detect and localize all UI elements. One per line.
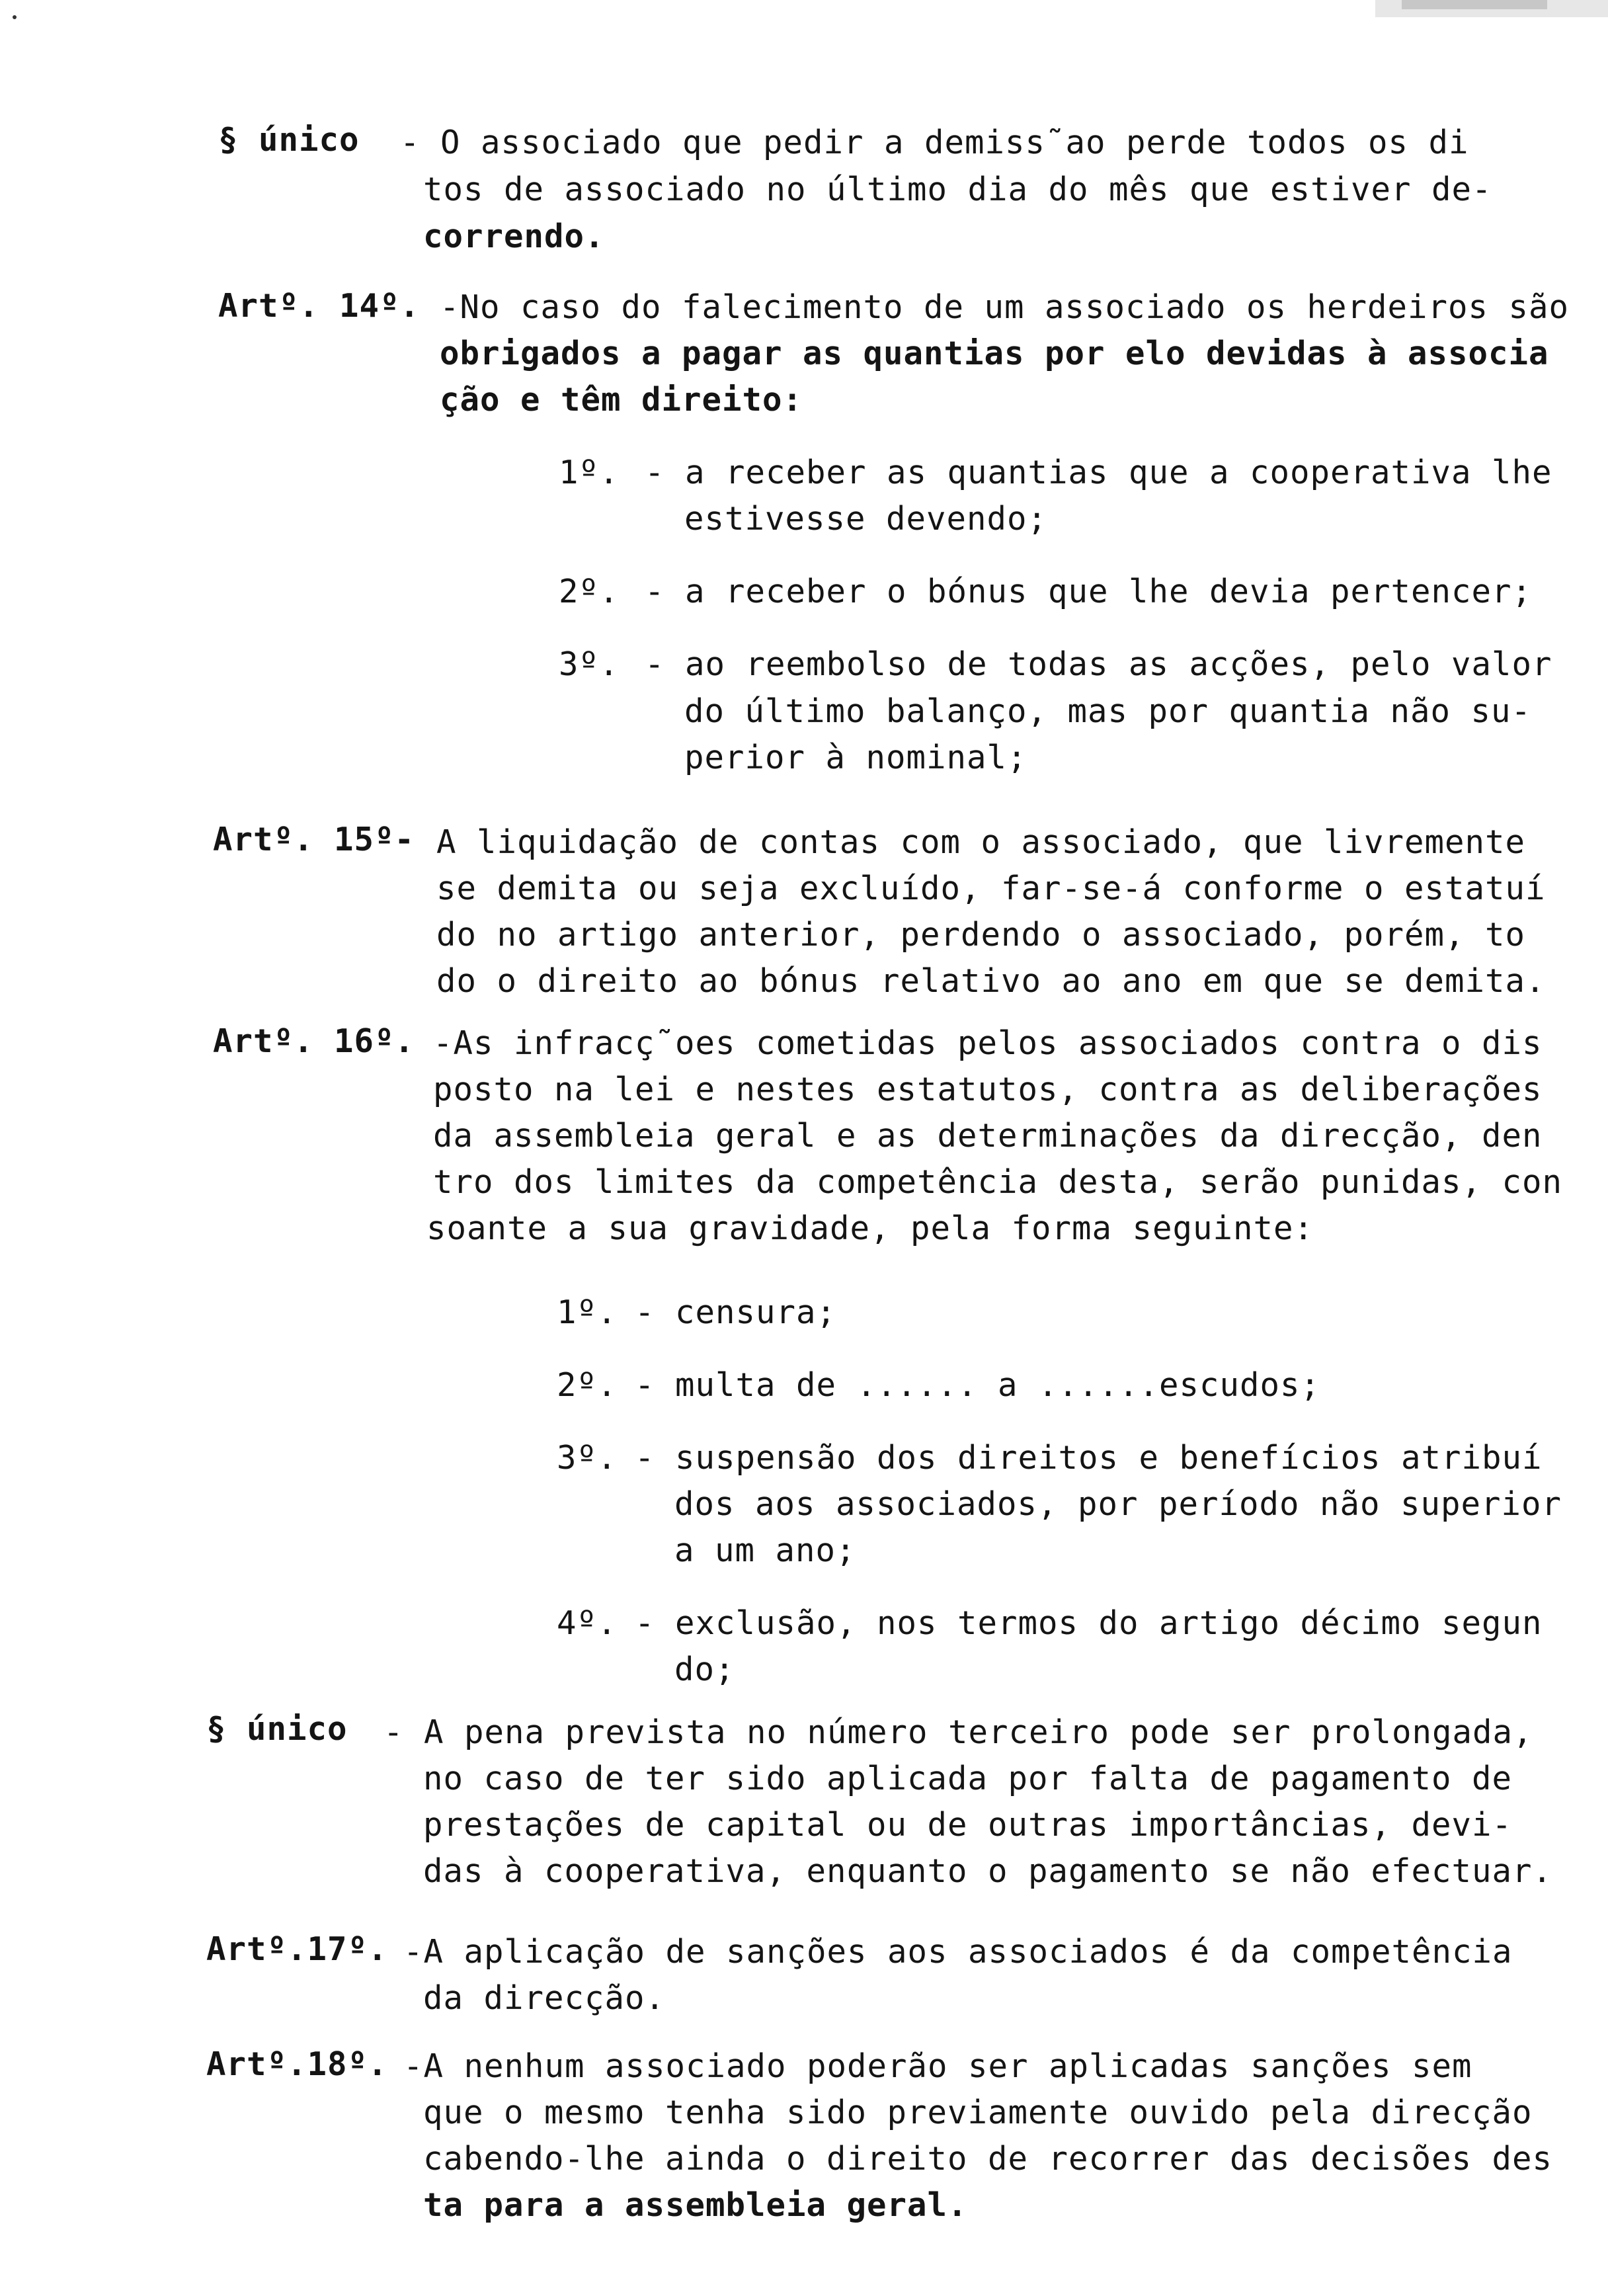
item-line: - ao reembolso de todas as acções, pelo valor [645, 645, 1552, 683]
item-line: - censura; [635, 1293, 837, 1331]
text-line: das à cooperativa, enquanto o pagamento se não efectuar. [423, 1852, 1553, 1890]
item-line: estivesse devendo; [684, 500, 1048, 538]
item-number: 1º. [559, 454, 620, 491]
section-head: Artº. 15º- [213, 821, 415, 858]
text-line: tos de associado no último dia do mês que estiver de- [423, 171, 1492, 208]
item-number: 4º. [557, 1604, 618, 1642]
item-number: 3º. [557, 1439, 618, 1477]
text-line: -A aplicação de sanções aos associados é da competência [403, 1933, 1513, 1971]
section-head: Artº.17º. [206, 1930, 388, 1968]
item-number: 1º. [557, 1293, 618, 1331]
item-line: - suspensão dos direitos e benefícios atribuí [635, 1439, 1543, 1477]
section-head: § único [206, 1710, 348, 1748]
item-line: do último balanço, mas por quantia não su- [684, 692, 1532, 730]
text-line: ta para a assembleia geral. [423, 2186, 968, 2224]
item-line: do; [674, 1651, 735, 1688]
item-line: - multa de ...... a ......escudos; [635, 1366, 1321, 1404]
text-line: obrigados a pagar as quantias por elo devidas à associa [440, 335, 1549, 372]
text-line: no caso de ter sido aplicada por falta de pagamento de [423, 1760, 1513, 1797]
item-line: - exclusão, nos termos do artigo décimo segun [635, 1604, 1543, 1642]
scan-left-dot [9, 12, 22, 25]
item-number: 2º. [557, 1366, 618, 1404]
text-line: -A nenhum associado poderão ser aplicadas sanções sem [403, 2047, 1472, 2085]
text-line: do no artigo anterior, perdendo o associado, porém, to [436, 916, 1526, 954]
text-line: tro dos limites da competência desta, serão punidas, con [433, 1163, 1563, 1201]
text-line: - A pena prevista no número terceiro pode ser prolongada, [383, 1713, 1533, 1751]
text-line: da assembleia geral e as determinações da direcção, den [433, 1117, 1543, 1155]
text-line: que o mesmo tenha sido previamente ouvido pela direcção [423, 2094, 1533, 2131]
text-line: ção e têm direito: [440, 381, 803, 419]
text-line: cabendo-lhe ainda o direito de recorrer das decisões des [423, 2140, 1553, 2178]
item-line: a um ano; [674, 1532, 856, 1569]
section-head: § único [218, 121, 360, 159]
text-line: da direcção. [423, 1979, 666, 2017]
section-head: Artº.18º. [206, 2045, 388, 2083]
item-number: 3º. [559, 645, 620, 683]
item-number: 2º. [559, 573, 620, 610]
text-line: posto na lei e nestes estatutos, contra as deliberações [433, 1071, 1543, 1108]
section-head: Artº. 14º. [218, 287, 421, 325]
item-line: perior à nominal; [684, 739, 1027, 776]
text-line: do o direito ao bónus relativo ao ano em que se demita. [436, 962, 1546, 1000]
scan-corner-smudge [1375, 0, 1608, 26]
text-line: - O associado que pedir a demiss˜ao perde todos os di [400, 124, 1469, 161]
text-line: prestações de capital ou de outras importâncias, devi- [423, 1806, 1513, 1844]
item-line: - a receber as quantias que a cooperativa lhe [645, 454, 1552, 491]
item-line: dos aos associados, por período não superior [674, 1485, 1562, 1523]
text-line: -As infracç˜oes cometidas pelos associados contra o dis [433, 1024, 1543, 1062]
text-line: -No caso do falecimento de um associado os herdeiros são [440, 288, 1570, 326]
text-line: se demita ou seja excluído, far-se-á conforme o estatuí [436, 870, 1546, 907]
section-head: Artº. 16º. [213, 1022, 415, 1060]
item-line: - a receber o bónus que lhe devia pertencer; [645, 573, 1533, 610]
text-line: A liquidação de contas com o associado, que livremente [436, 823, 1526, 861]
text-line: soante a sua gravidade, pela forma seguinte: [426, 1210, 1314, 1247]
text-line: correndo. [423, 218, 605, 255]
